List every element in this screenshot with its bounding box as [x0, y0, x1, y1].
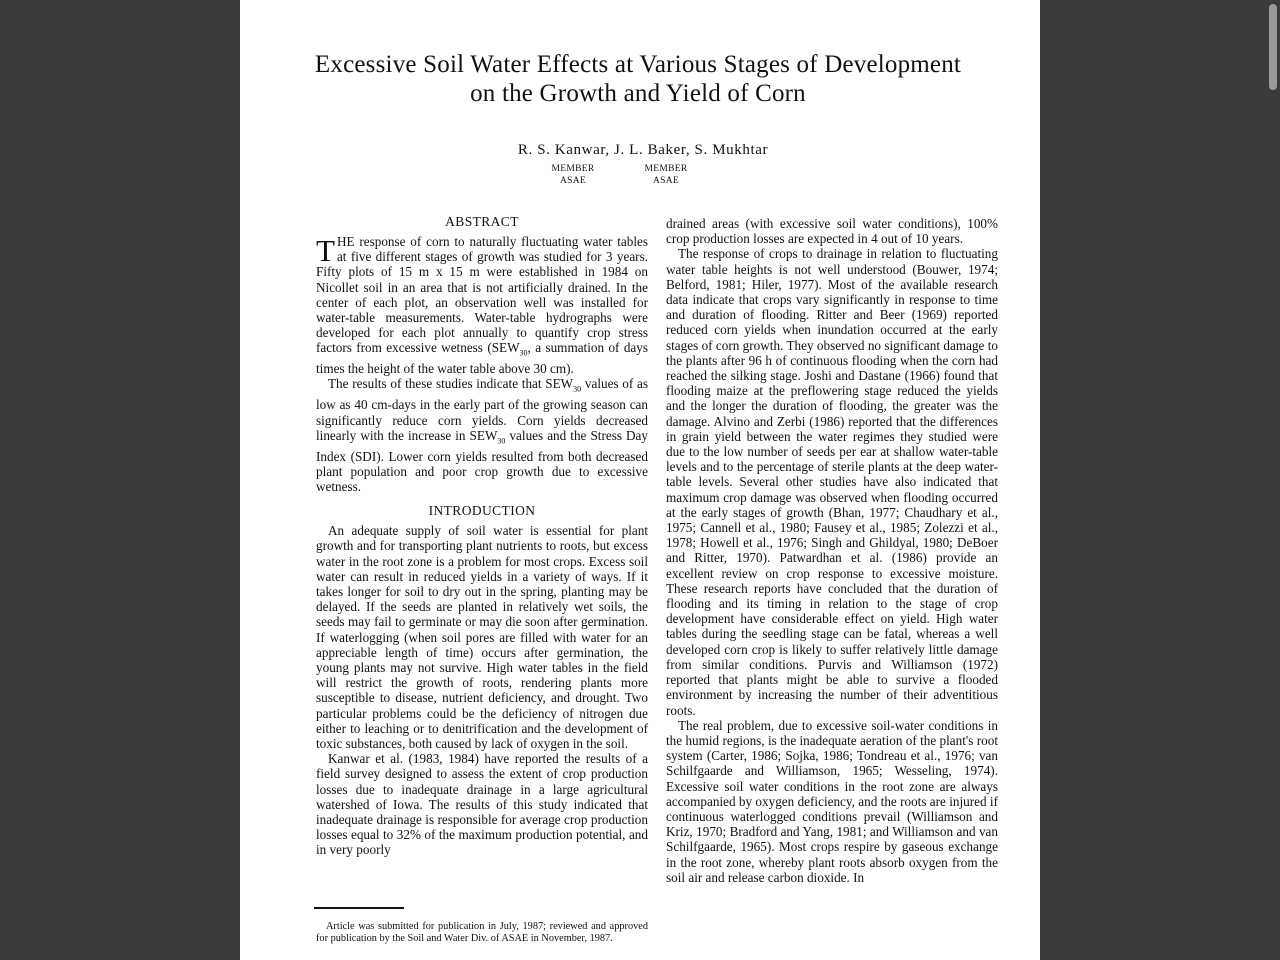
subscript: 30 [573, 385, 582, 395]
member-org: ASAE [652, 176, 679, 186]
drop-cap: T [316, 233, 335, 268]
intro-paragraph-2: Kanwar et al. (1983, 1984) have reported the results of a field survey designed to assess the extent of crop production losses due to inadequate drainage in a large agricultural watershed of Iowa. The results of this study indicated that inadequate drainage is responsible for average crop production losses equal to 32% of the maximum production potential, and in very poorly [316, 751, 648, 858]
title-line-1: Excessive Soil Water Effects at Various Stages of Development [314, 51, 962, 78]
member-affiliation-2 [636, 163, 696, 187]
scrollbar-thumb[interactable] [1269, 4, 1277, 90]
subscript: 30 [519, 349, 528, 359]
right-paragraph-3: The real problem, due to excessive soil-water conditions in the humid regions, is the inadequate aeration of the plant's root system (Carter, 1986; Sojka, 1986; Tondreau et al., 1976; van Schilfgaarde and Williamson, 1965; Wesseling, 1974). Excessive soil water conditions in the root zone are always accompanied by oxygen deficiency, and the roots are injured if continuous waterlogged conditions prevail (Williamson and Kriz, 1970; Bradford and Yang, 1981; and Williamson and van Schilfgaarde, 1965). Most crops respire by gaseous exchange in the root zone, whereby plant roots absorb oxygen from the soil air and release carbon dioxide. In [666, 717, 998, 885]
left-column [316, 214, 648, 858]
authors: R. S. Kanwar, J. L. Baker, S. Mukhtar [517, 142, 769, 158]
introduction-heading: INTRODUCTION [428, 503, 536, 519]
text-run: values and the Stress Day Index (SDI). Lower corn yields resulted from both decreased plant population and poor crop growth due to excessive wetness. [316, 427, 648, 494]
abstract-paragraph-2 [316, 376, 648, 494]
right-column [666, 216, 998, 885]
member-org: ASAE [559, 176, 586, 186]
title-line-2: on the Growth and Yield of Corn [470, 80, 806, 107]
pdf-page [240, 0, 1040, 960]
right-paragraph-1: drained areas (with excessive soil water conditions), 100% crop production losses are expected in 4 out of 10 years. [666, 216, 998, 247]
member-affiliation-1 [543, 163, 603, 187]
subscript: 30 [497, 436, 506, 446]
right-paragraph-2: The response of crops to drainage in relation to fluctuating water table heights is not well understood (Bouwer, 1974; Belford, 1981; Hiler, 1977). Most of the available research data indicate that crops vary significantly in response to time and duration of flooding. Ritter and Beer (1969) reported reduced corn yields when inundation occurred at the early stages of corn growth. They observed no significant damage to the plants after 96 h of continuous flooding when the corn had reached the silking stage. Joshi and Dastane (1966) found that flooding maize at the preflowering stage reduced the yields and the longer the duration of flooding, the greater was the damage. Alvino and Zerbi (1986) reported that the differences in grain yield between the water regimes they studied were due to the low number of seeds per ear at shallow water-table levels and to the percentage of sterile plants at the deep water-table levels. Several other studies have also indicated that maximum crop damage was observed when flooding occurred at the early stages of growth (Bhan, 1977; Chaudhary et al., 1975; Cannell et al., 1980; Fausey et al., 1985; Zolezzi et al., 1978; Howell et al., 1976; Singh and Ghildyal, 1980; DeBoer and Ritter, 1970). Patwardhan et al. (1986) provide an excellent review on crop response to excessive moisture. These research reports have concluded that the duration of flooding and its timing in relation to the stage of crop development have considerable effect on yield. High water tables during the seedling stage can be fatal, whereas a well developed corn crop is likely to suffer relatively little damage from similar conditions. Purvis and Williamson (1972) reported that plants might be able to survive a flooded environment by increasing the number of their adventitious roots. [666, 246, 998, 718]
text-run: The results of these studies indicate that SEW [328, 376, 574, 392]
abstract-heading: ABSTRACT [445, 214, 519, 229]
member-label: MEMBER [644, 164, 688, 174]
footnote: Article was submitted for publication in July, 1987; reviewed and approved for publication by the Soil and Water Div. of ASAE in November, 1987. [316, 921, 648, 945]
footnote-rule [314, 907, 404, 909]
intro-paragraph-1: An adequate supply of soil water is essential for plant growth and for transporting plant nutrients to roots, but excess water in the root zone is a problem for most crops. Excess soil water can result in reduced yields in a variety of ways. If it takes longer for soil to dry out in the spring, planting may be delayed. If the seeds are planted in relatively wet soils, the seeds may fail to germinate or may die soon after germination. If waterlogging (when soil pores are filled with water for an appreciable length of time) occurs after germination, the young plants may not survive. High water tables in the field will restrict the growth of roots, rendering plants more susceptible to disease, nutrient deficiency, and drought. Two particular problems could be the deficiency of nitrogen due either to leaching or to denitrification and the development of toxic substances, both caused by lack of oxygen in the soil. [316, 523, 648, 752]
member-label: MEMBER [551, 164, 595, 174]
text-run: HE response of corn to naturally fluctuating water tables at five different stages of growth was studied for 3 years. Fifty plots of 15 m x 15 m were established in 1984 on Nicollet soil in an area that is not artificially drained. In the center of each plot, an observation well was installed for water-table measurements. Water-table hydrographs were developed for each plot annually to quantify crop stress factors from excessive wetness (SEW [316, 234, 648, 356]
paper-title [280, 50, 996, 108]
text-run: , a summation of days times the height of the water table above 30 cm). [316, 340, 648, 377]
vertical-scrollbar[interactable] [1266, 0, 1280, 960]
abstract-paragraph-1 [316, 234, 648, 376]
text-run: values of as low as 40 cm-days in the early part of the growing season can significantly reduce corn yields. Corn yields decreased linearly with the increase in SEW [316, 376, 648, 443]
